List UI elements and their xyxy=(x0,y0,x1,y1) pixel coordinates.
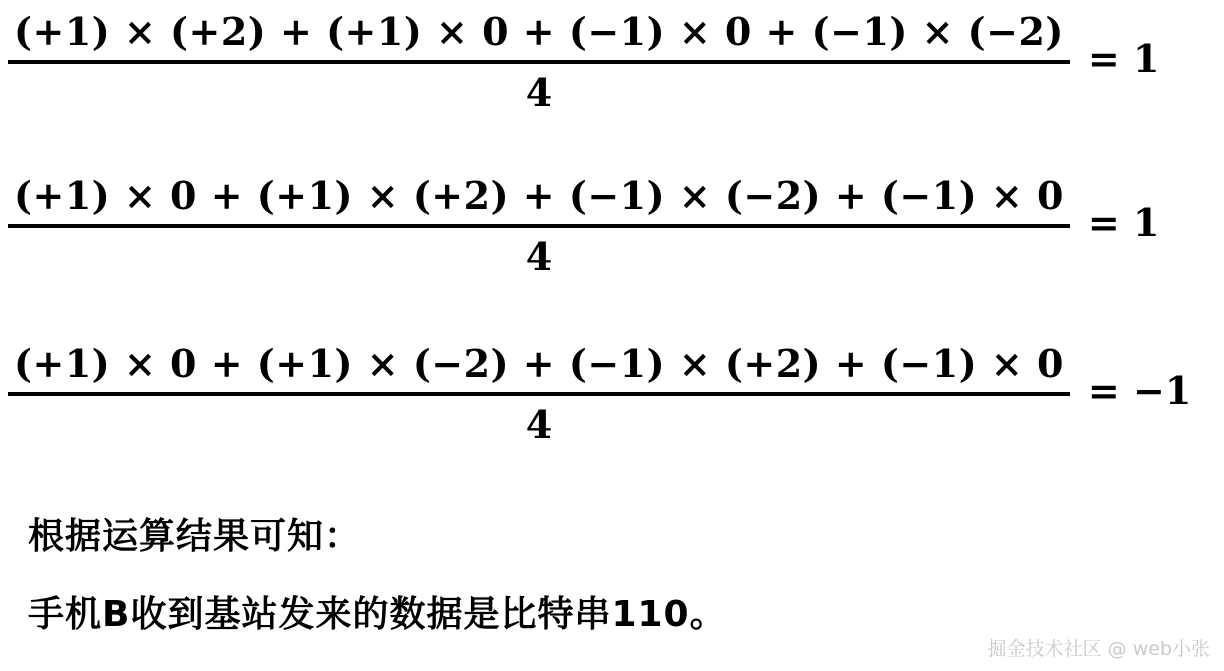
fraction-denominator: 4 xyxy=(525,69,553,115)
fraction-denominator: 4 xyxy=(525,401,553,447)
fraction xyxy=(8,172,1070,281)
equation-result: = 1 xyxy=(1087,35,1160,81)
fraction xyxy=(8,340,1070,449)
equation-row xyxy=(8,8,1159,117)
equation-row xyxy=(8,172,1159,281)
conclusion-line-1: 根据运算结果可知： xyxy=(28,516,362,557)
watermark: 掘金技术社区 @ web小张 xyxy=(987,638,1210,660)
equation-row xyxy=(8,340,1191,449)
conclusion-line-2: 手机B收到基站发来的数据是比特串110。 xyxy=(28,594,727,635)
equation-result: = 1 xyxy=(1087,199,1160,245)
fraction xyxy=(8,8,1070,117)
equation-result: = −1 xyxy=(1087,367,1192,413)
fraction-numerator: (+1) × (+2) + (+1) × 0 + (−1) × 0 + (−1) × (−2) xyxy=(14,9,1064,54)
fraction-numerator: (+1) × 0 + (+1) × (+2) + (−1) × (−2) + (−1) × 0 xyxy=(14,173,1064,218)
fraction-numerator: (+1) × 0 + (+1) × (−2) + (−1) × (+2) + (−1) × 0 xyxy=(14,341,1064,386)
fraction-denominator: 4 xyxy=(525,233,553,279)
